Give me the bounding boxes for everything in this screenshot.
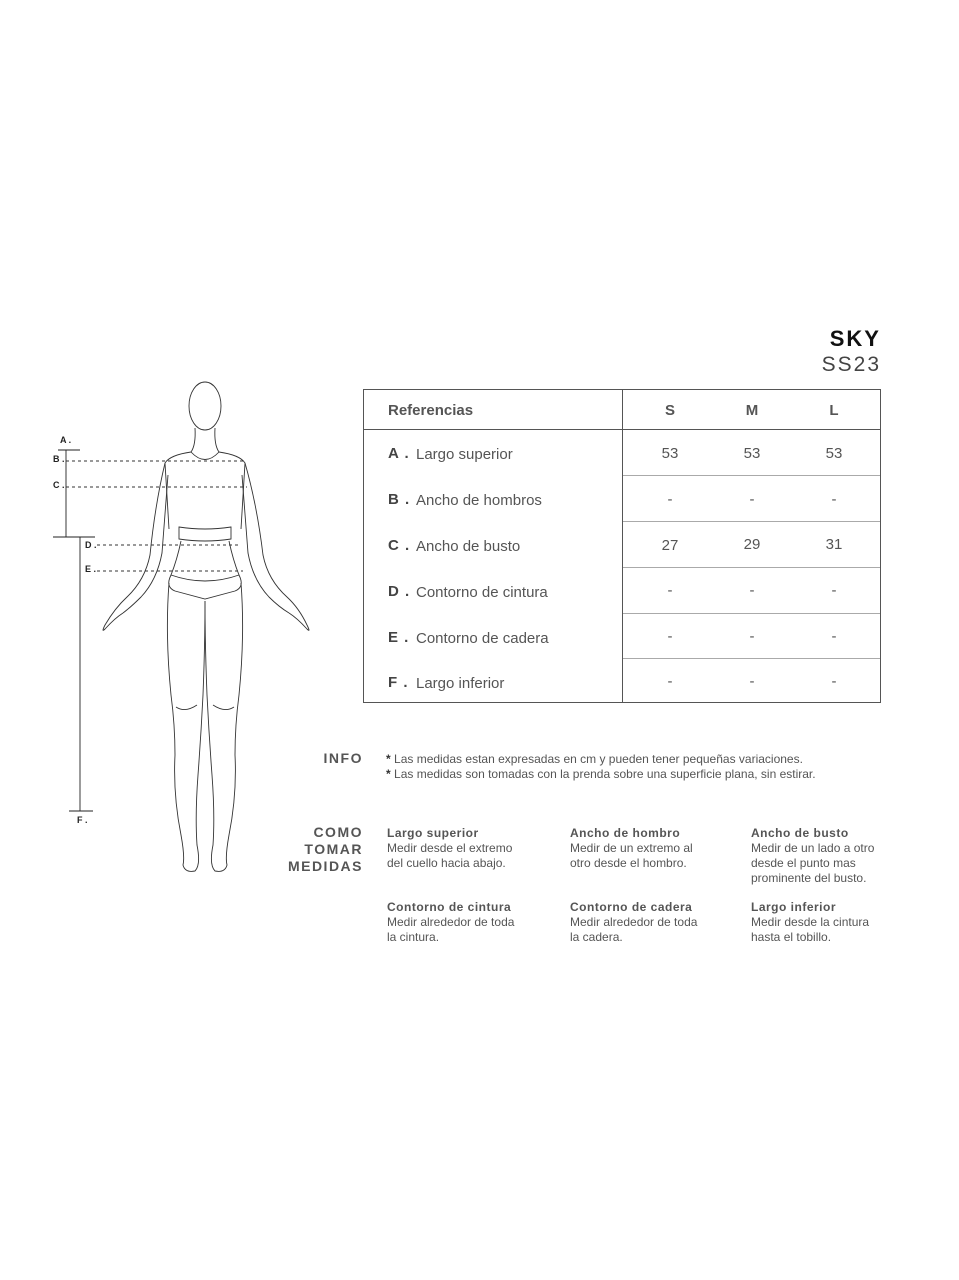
table-cell-value: -: [749, 582, 755, 599]
howto-item: [751, 900, 911, 945]
table-cell-value: -: [667, 673, 673, 690]
table-row-label: Ancho de hombros: [416, 492, 542, 509]
howto-item-text: Medir de un extremo al: [570, 841, 693, 855]
howto-item: [387, 826, 547, 871]
table-row-label: Largo superior: [416, 446, 513, 463]
howto-title-line: MEDIDAS: [287, 858, 363, 874]
table-row-divider: [623, 613, 880, 614]
table-cell-value: -: [667, 628, 673, 645]
table-row-letter: C .: [388, 537, 411, 554]
howto-item-text: prominente del busto.: [751, 871, 867, 885]
season-code: SS23: [821, 353, 881, 376]
table-cell-value: -: [749, 628, 755, 645]
dimension-label-f: F .: [77, 815, 88, 825]
howto-title-line: TOMAR: [304, 841, 363, 857]
table-cell-value: -: [667, 582, 673, 599]
table-cell-value: 53: [825, 445, 843, 462]
table-row-letter: F .: [388, 674, 409, 691]
howto-item-text: Medir desde el extremo: [387, 841, 513, 855]
info-note: [386, 767, 816, 782]
howto-item-text: Medir de un lado a otro: [751, 841, 875, 855]
table-cell-value: 53: [743, 445, 761, 462]
dimension-label-c: C .: [53, 480, 65, 490]
howto-item-text: hasta el tobillo.: [751, 930, 832, 944]
table-row-label: Largo inferior: [416, 675, 505, 692]
howto-item-title: Largo superior: [387, 826, 479, 840]
table-cell-value: -: [831, 673, 837, 690]
table-cell-value: -: [831, 582, 837, 599]
howto-item-title: Ancho de busto: [751, 826, 849, 840]
table-header-ref: Referencias: [388, 402, 474, 419]
info-line: Las medidas son tomadas con la prenda sobre una superficie plana, sin estirar.: [394, 767, 816, 781]
howto-item-text: del cuello hacia abajo.: [387, 856, 506, 870]
table-cell-value: -: [749, 673, 755, 690]
table-cell-value: -: [749, 491, 755, 508]
howto-item: [387, 900, 547, 945]
table-cell-value: 31: [825, 536, 843, 553]
table-column-divider: [622, 390, 623, 702]
howto-item-text: Medir alrededor de toda: [387, 915, 515, 929]
table-row-label: Ancho de busto: [416, 538, 521, 555]
table-cell-value: -: [831, 491, 837, 508]
table-row-letter: D .: [388, 583, 411, 600]
howto-item-text: desde el punto mas: [751, 856, 856, 870]
howto-item-text: la cintura.: [387, 930, 440, 944]
info-line: Las medidas estan expresadas en cm y pueden tener pequeñas variaciones.: [394, 752, 803, 766]
table-cell-value: -: [831, 628, 837, 645]
table-header-size-s: S: [664, 402, 675, 419]
howto-item: [570, 826, 730, 871]
table-row-letter: E .: [388, 629, 410, 646]
table-cell-value: 29: [743, 536, 761, 553]
howto-item-title: Contorno de cintura: [387, 900, 512, 914]
table-cell-value: -: [667, 491, 673, 508]
howto-item-title: Largo inferior: [751, 900, 837, 914]
dimension-label-a: A .: [60, 435, 72, 445]
howto-item-title: Ancho de hombro: [570, 826, 681, 840]
table-header-size-l: L: [829, 402, 839, 419]
howto-item-text: Medir desde la cintura: [751, 915, 870, 929]
info-title: INFO: [323, 750, 363, 766]
table-row-letter: A .: [388, 445, 410, 462]
table-row-divider: [623, 475, 880, 476]
size-table: [363, 389, 881, 703]
table-header-divider: [364, 429, 880, 430]
brand-block: [822, 326, 881, 378]
info-marker: *: [386, 767, 391, 781]
table-row-label: Contorno de cadera: [416, 630, 549, 647]
dimension-label-b: B .: [53, 454, 65, 464]
table-row-divider: [623, 521, 880, 522]
body-silhouette-diagram: [45, 375, 345, 885]
table-row-divider: [623, 567, 880, 568]
table-cell-value: 27: [661, 537, 679, 554]
howto-title-line: COMO: [313, 824, 363, 840]
howto-item: [570, 900, 730, 945]
info-note: [386, 752, 803, 767]
dimension-label-d: D .: [85, 540, 97, 550]
table-header-size-m: M: [745, 402, 759, 419]
info-marker: *: [386, 752, 391, 766]
dimension-label-e: E .: [85, 564, 97, 574]
brand-name: SKY: [829, 326, 881, 351]
howto-item: [751, 826, 911, 886]
table-row-label: Contorno de cintura: [416, 584, 548, 601]
howto-item-title: Contorno de cadera: [570, 900, 693, 914]
howto-title: [288, 824, 363, 875]
howto-item-text: la cadera.: [570, 930, 623, 944]
measurement-figure: [45, 375, 345, 885]
howto-item-text: Medir alrededor de toda: [570, 915, 698, 929]
howto-item-text: otro desde el hombro.: [570, 856, 687, 870]
table-row-divider: [623, 658, 880, 659]
table-cell-value: 53: [661, 445, 679, 462]
table-row-letter: B .: [388, 491, 411, 508]
